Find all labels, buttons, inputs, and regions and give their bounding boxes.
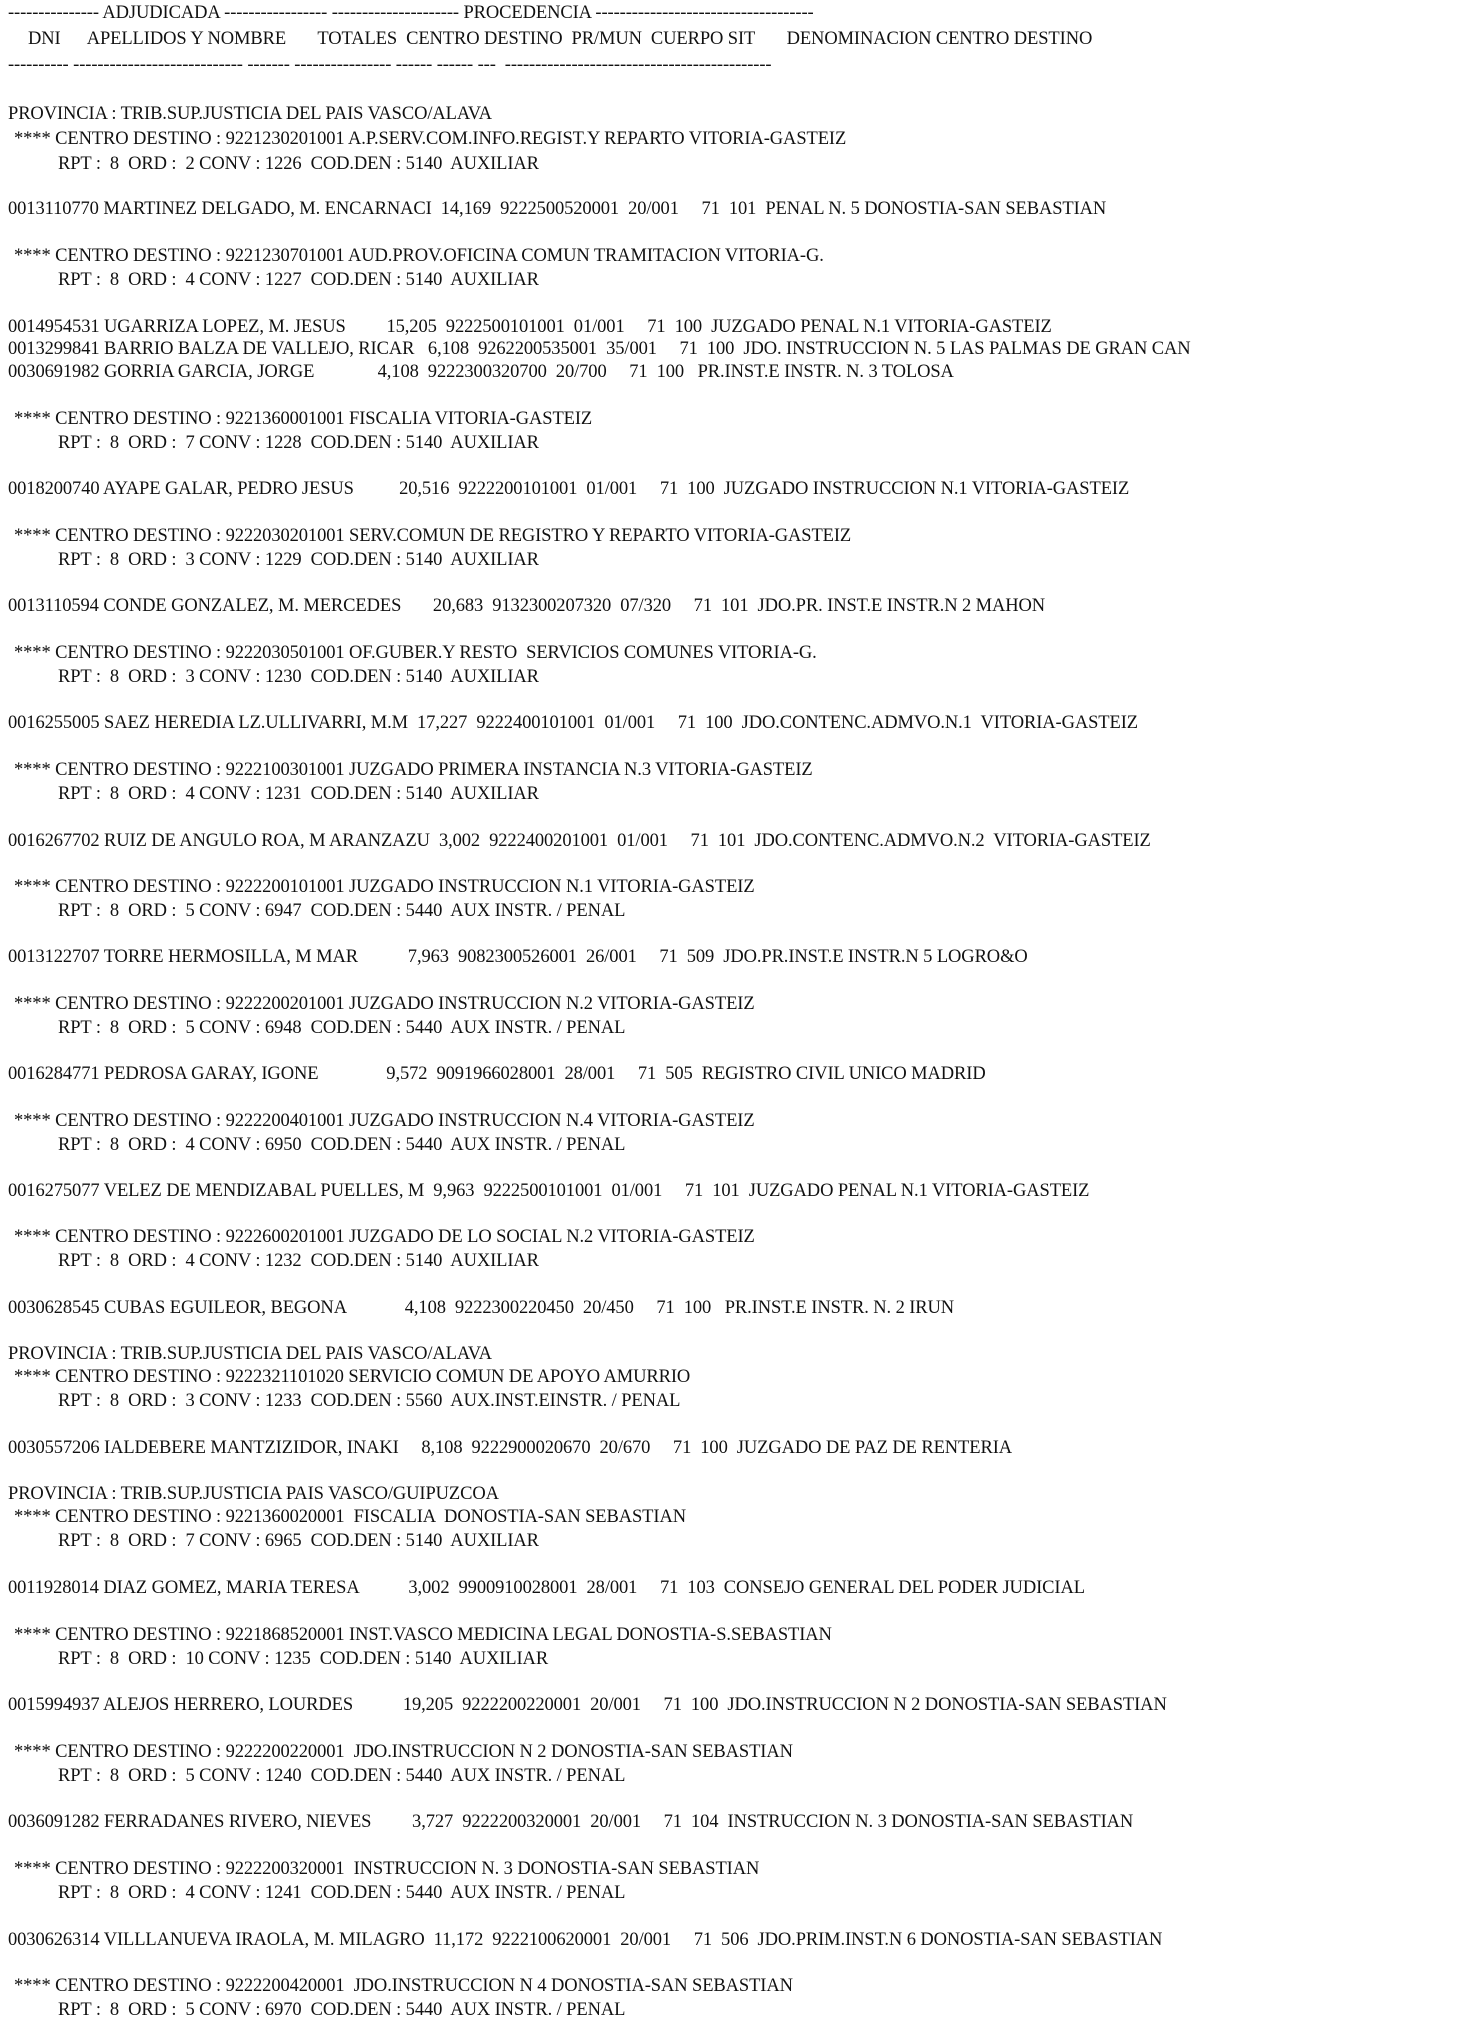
centro-destino-heading: **** CENTRO DESTINO : 9222030201001 SERV.COMUN DE REGISTRO Y REPARTO VITORIA-GASTEIZ [14,526,852,546]
centro-destino-heading: **** CENTRO DESTINO : 9222200320001 INSTRUCCION N. 3 DONOSTIA-SAN SEBASTIAN [14,1859,760,1879]
centro-destino-heading: **** CENTRO DESTINO : 9222100301001 JUZGADO PRIMERA INSTANCIA N.3 VITORIA-GASTEIZ [14,760,813,780]
rpt-details-line: RPT : 8 ORD : 5 CONV : 1240 COD.DEN : 5440 AUX INSTR. / PENAL [58,1766,626,1786]
rpt-details-line: RPT : 8 ORD : 4 CONV : 1227 COD.DEN : 5140 AUXILIAR [58,270,539,290]
centro-destino-heading: **** CENTRO DESTINO : 9222200401001 JUZGADO INSTRUCCION N.4 VITORIA-GASTEIZ [14,1111,755,1131]
rpt-details-line: RPT : 8 ORD : 4 CONV : 1241 COD.DEN : 5440 AUX INSTR. / PENAL [58,1883,626,1903]
rpt-details-line: RPT : 8 ORD : 5 CONV : 6970 COD.DEN : 5440 AUX INSTR. / PENAL [58,2000,626,2020]
centro-destino-heading: **** CENTRO DESTINO : 9222321101020 SERVICIO COMUN DE APOYO AMURRIO [14,1367,691,1387]
rpt-details-line: RPT : 8 ORD : 4 CONV : 1231 COD.DEN : 5140 AUXILIAR [58,784,539,804]
province-heading: PROVINCIA : TRIB.SUP.JUSTICIA DEL PAIS VASCO/ALAVA [8,1344,492,1364]
record-line: 0013110594 CONDE GONZALEZ, M. MERCEDES 20,683 9132300207320 07/320 71 101 JDO.PR. INST.E INSTR.N 2 MAHON [8,596,1046,616]
centro-destino-heading: **** CENTRO DESTINO : 9222200420001 JDO.INSTRUCCION N 4 DONOSTIA-SAN SEBASTIAN [14,1976,793,1996]
centro-destino-heading: **** CENTRO DESTINO : 9221360020001 FISCALIA DONOSTIA-SAN SEBASTIAN [14,1507,686,1527]
centro-destino-heading: **** CENTRO DESTINO : 9221868520001 INST.VASCO MEDICINA LEGAL DONOSTIA-S.SEBASTIAN [14,1625,832,1645]
rpt-details-line: RPT : 8 ORD : 5 CONV : 6947 COD.DEN : 5440 AUX INSTR. / PENAL [58,901,626,921]
record-line: 0030628545 CUBAS EGUILEOR, BEGONA 4,108 9222300220450 20/450 71 100 PR.INST.E INSTR. N. 2 IRUN [8,1298,955,1318]
rpt-details-line: RPT : 8 ORD : 2 CONV : 1226 COD.DEN : 5140 AUXILIAR [58,154,539,174]
record-line: 0016275077 VELEZ DE MENDIZABAL PUELLES, M 9,963 9222500101001 01/001 71 101 JUZGADO PENAL N.1 VITORIA-GASTEIZ [8,1181,1090,1201]
record-line: 0018200740 AYAPE GALAR, PEDRO JESUS 20,516 9222200101001 01/001 71 100 JUZGADO INSTRUCCION N.1 VITORIA-GASTEIZ [8,479,1130,499]
centro-destino-heading: **** CENTRO DESTINO : 9222200101001 JUZGADO INSTRUCCION N.1 VITORIA-GASTEIZ [14,877,755,897]
rpt-details-line: RPT : 8 ORD : 7 CONV : 6965 COD.DEN : 5140 AUXILIAR [58,1531,539,1551]
rpt-details-line: RPT : 8 ORD : 5 CONV : 6948 COD.DEN : 5440 AUX INSTR. / PENAL [58,1018,626,1038]
record-line: 0013122707 TORRE HERMOSILLA, M MAR 7,963 9082300526001 26/001 71 509 JDO.PR.INST.E INSTR.N 5 LOGRO&O [8,947,1028,967]
column-header-line: --------------- ADJUDICADA ----------------- --------------------- PROCEDENCIA ------------------------------------ [8,3,814,23]
record-line: 0015994937 ALEJOS HERRERO, LOURDES 19,205 9222200220001 20/001 71 100 JDO.INSTRUCCION N 2 DONOSTIA-SAN SEBASTIAN [8,1695,1167,1715]
province-heading: PROVINCIA : TRIB.SUP.JUSTICIA DEL PAIS VASCO/ALAVA [8,104,492,124]
rpt-details-line: RPT : 8 ORD : 3 CONV : 1230 COD.DEN : 5140 AUXILIAR [58,667,539,687]
record-line: 0036091282 FERRADANES RIVERO, NIEVES 3,727 9222200320001 20/001 71 104 INSTRUCCION N. 3 DONOSTIA-SAN SEBASTIAN [8,1812,1134,1832]
centro-destino-heading: **** CENTRO DESTINO : 9221230201001 A.P.SERV.COM.INFO.REGIST.Y REPARTO VITORIA-GASTEIZ [14,129,847,149]
rpt-details-line: RPT : 8 ORD : 7 CONV : 1228 COD.DEN : 5140 AUXILIAR [58,433,539,453]
province-heading: PROVINCIA : TRIB.SUP.JUSTICIA PAIS VASCO/GUIPUZCOA [8,1484,499,1504]
record-line: 0030626314 VILLLANUEVA IRAOLA, M. MILAGRO 11,172 9222100620001 20/001 71 506 JDO.PRIM.INST.N 6 DONOSTIA-SAN SEBASTIAN [8,1930,1163,1950]
record-line: 0016267702 RUIZ DE ANGULO ROA, M ARANZAZU 3,002 9222400201001 01/001 71 101 JDO.CONTENC.ADMVO.N.2 VITORIA-GASTEIZ [8,831,1151,851]
record-line: 0013299841 BARRIO BALZA DE VALLEJO, RICAR 6,108 9262200535001 35/001 71 100 JDO. INSTRUCCION N. 5 LAS PALMAS DE GRAN CAN [8,339,1191,359]
record-line: 0014954531 UGARRIZA LOPEZ, M. JESUS 15,205 9222500101001 01/001 71 100 JUZGADO PENAL N.1 VITORIA-GASTEIZ [8,317,1052,337]
centro-destino-heading: **** CENTRO DESTINO : 9222030501001 OF.GUBER.Y RESTO SERVICIOS COMUNES VITORIA-G. [14,643,817,663]
record-line: 0013110770 MARTINEZ DELGADO, M. ENCARNACI 14,169 9222500520001 20/001 71 101 PENAL N. 5 DONOSTIA-SAN SEBASTIAN [8,199,1107,219]
rpt-details-line: RPT : 8 ORD : 4 CONV : 1232 COD.DEN : 5140 AUXILIAR [58,1251,539,1271]
record-line: 0016284771 PEDROSA GARAY, IGONE 9,572 9091966028001 28/001 71 505 REGISTRO CIVIL UNICO MADRID [8,1064,986,1084]
record-line: 0011928014 DIAZ GOMEZ, MARIA TERESA 3,002 9900910028001 28/001 71 103 CONSEJO GENERAL DEL PODER JUDICIAL [8,1578,1085,1598]
record-line: 0016255005 SAEZ HEREDIA LZ.ULLIVARRI, M.M 17,227 9222400101001 01/001 71 100 JDO.CONTENC.ADMVO.N.1 VITORIA-GASTEIZ [8,713,1138,733]
column-header-line: DNI APELLIDOS Y NOMBRE TOTALES CENTRO DESTINO PR/MUN CUERPO SIT DENOMINACION CENTRO DESTINO [28,29,1093,49]
rpt-details-line: RPT : 8 ORD : 4 CONV : 6950 COD.DEN : 5440 AUX INSTR. / PENAL [58,1135,626,1155]
centro-destino-heading: **** CENTRO DESTINO : 9222200201001 JUZGADO INSTRUCCION N.2 VITORIA-GASTEIZ [14,994,755,1014]
column-header-line: ---------- ---------------------------- ------- ---------------- ------ ------ --- -------------------------------------------- [8,55,772,75]
record-line: 0030691982 GORRIA GARCIA, JORGE 4,108 9222300320700 20/700 71 100 PR.INST.E INSTR. N. 3 TOLOSA [8,362,954,382]
centro-destino-heading: **** CENTRO DESTINO : 9221230701001 AUD.PROV.OFICINA COMUN TRAMITACION VITORIA-G. [14,246,824,266]
rpt-details-line: RPT : 8 ORD : 3 CONV : 1233 COD.DEN : 5560 AUX.INST.EINSTR. / PENAL [58,1391,681,1411]
rpt-details-line: RPT : 8 ORD : 3 CONV : 1229 COD.DEN : 5140 AUXILIAR [58,550,539,570]
record-line: 0030557206 IALDEBERE MANTZIZIDOR, INAKI 8,108 9222900020670 20/670 71 100 JUZGADO DE PAZ DE RENTERIA [8,1438,1013,1458]
centro-destino-heading: **** CENTRO DESTINO : 9222600201001 JUZGADO DE LO SOCIAL N.2 VITORIA-GASTEIZ [14,1227,755,1247]
centro-destino-heading: **** CENTRO DESTINO : 9221360001001 FISCALIA VITORIA-GASTEIZ [14,409,593,429]
rpt-details-line: RPT : 8 ORD : 10 CONV : 1235 COD.DEN : 5140 AUXILIAR [58,1649,549,1669]
centro-destino-heading: **** CENTRO DESTINO : 9222200220001 JDO.INSTRUCCION N 2 DONOSTIA-SAN SEBASTIAN [14,1742,793,1762]
